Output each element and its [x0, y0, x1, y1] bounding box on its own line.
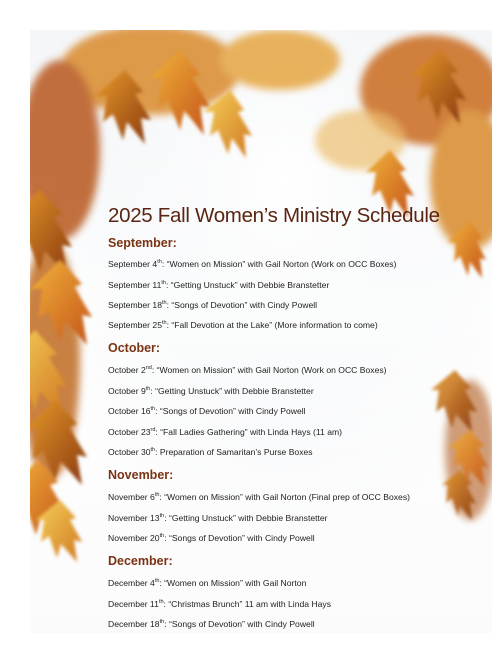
- month-heading-november: November:: [108, 468, 174, 482]
- schedule-title: 2025 Fall Women’s Ministry Schedule: [108, 204, 440, 227]
- schedule-entry: October 9th: “Getting Unstuck” with Debbie Branstetter: [108, 386, 314, 396]
- schedule-entry: September 4th: “Women on Mission” with Gail Norton (Work on OCC Boxes): [108, 259, 397, 269]
- schedule-entry: October 30th: Preparation of Samaritan’s Purse Boxes: [108, 447, 313, 457]
- schedule-entry: December 4th: “Women on Mission” with Gail Norton: [108, 578, 307, 588]
- schedule-entry: October 2nd: “Women on Mission” with Gail Norton (Work on OCC Boxes): [108, 365, 387, 375]
- month-heading-december: December:: [108, 554, 173, 568]
- schedule-entry: September 18th: “Songs of Devotion” with Cindy Powell: [108, 300, 318, 310]
- schedule-entry: December 18th: “Songs of Devotion” with Cindy Powell: [108, 619, 315, 629]
- schedule-entry: November 20th: “Songs of Devotion” with Cindy Powell: [108, 533, 315, 543]
- schedule-entry: October 16th: “Songs of Devotion” with Cindy Powell: [108, 406, 306, 416]
- month-heading-september: September:: [108, 236, 177, 250]
- schedule-entry: September 11th: “Getting Unstuck” with Debbie Branstetter: [108, 280, 330, 290]
- schedule-content: [30, 30, 492, 633]
- schedule-entry: December 11th: “Christmas Brunch” 11 am with Linda Hays: [108, 599, 332, 609]
- schedule-entry: September 25th: “Fall Devotion at the Lake” (More information to come): [108, 320, 378, 330]
- schedule-entry: November 6th: “Women on Mission” with Gail Norton (Final prep of OCC Boxes): [108, 492, 410, 502]
- schedule-entry: November 13th: “Getting Unstuck” with Debbie Branstetter: [108, 513, 328, 523]
- flyer-page: [30, 30, 492, 633]
- schedule-entry: October 23rd: “Fall Ladies Gathering” with Linda Hays (11 am): [108, 427, 343, 437]
- month-heading-october: October:: [108, 341, 161, 355]
